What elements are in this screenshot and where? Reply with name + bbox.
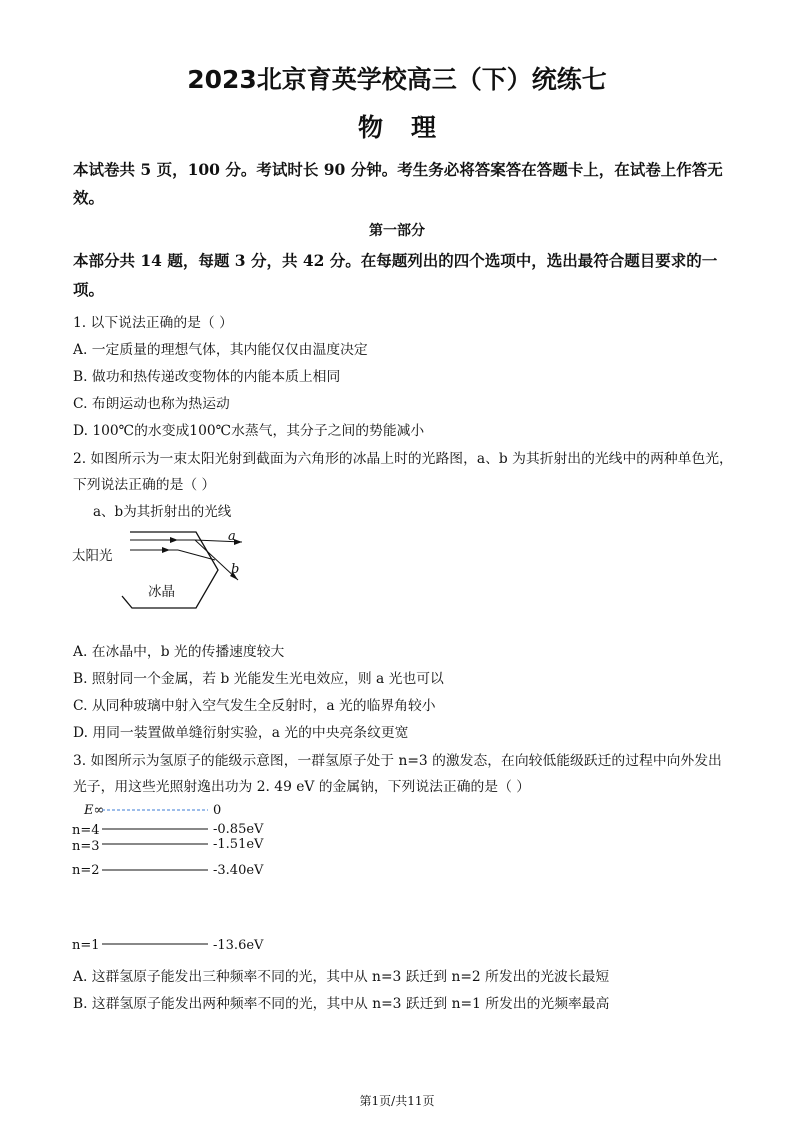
ray-a-label: a [228, 529, 236, 544]
q3-stem-line-1: 3. 如图所示为氢原子的能级示意图，一群氢原子处于 n=3 的激发态，在向较低能级跃迁的过程中向外发出 [73, 753, 722, 769]
level-label-4: n=4 [72, 823, 100, 838]
q2-figure-caption: a、b为其折射出的光线 [93, 504, 232, 520]
ray-b-label: b [231, 562, 240, 577]
q1-stem: 1. 以下说法正确的是（ ） [73, 315, 233, 331]
q1-option-b: B. 做功和热传递改变物体的内能本质上相同 [73, 369, 341, 385]
level-energy-2: -3.40eV [213, 863, 264, 878]
q2-option-a: A. 在冰晶中，b 光的传播速度较大 [73, 644, 285, 660]
level-energy-4: -0.85eV [213, 822, 264, 837]
subject-title: 物理 [357, 113, 464, 142]
level-label-2: n=2 [72, 863, 100, 878]
part-desc-line-2: 项。 [73, 280, 105, 299]
ice-crystal-figure [70, 520, 270, 632]
q1-option-a: A. 一定质量的理想气体，其内能仅仅由温度决定 [73, 342, 368, 358]
sunlight-label: 太阳光 [72, 548, 113, 564]
q3-option-b: B. 这群氢原子能发出两种频率不同的光，其中从 n=3 跃迁到 n=1 所发出的光频率最高 [73, 996, 610, 1012]
instructions-line-1: 本试卷共 5 页，100 分。考试时长 90 分钟。考生务必将答案答在答题卡上，在试卷上作答无 [73, 160, 723, 179]
q3-stem-line-2: 光子，用这些光照射逸出功为 2. 49 eV 的金属钠，下列说法正确的是（ ） [73, 779, 531, 795]
page-number: 第1页/共11页 [359, 1094, 435, 1108]
part-desc-line-1: 本部分共 14 题，每题 3 分，共 42 分。在每题列出的四个选项中，选出最符合题目要求的一 [73, 251, 718, 270]
q1-option-d: D. 100℃的水变成100℃水蒸气，其分子之间的势能减小 [73, 423, 425, 439]
level-label-1: n=1 [72, 938, 100, 953]
level-energy-1: -13.6eV [213, 938, 264, 953]
instructions-line-2: 效。 [73, 188, 105, 207]
q1-option-c: C. 布朗运动也称为热运动 [73, 396, 230, 412]
level-label-inf: E∞ [84, 803, 105, 818]
arrow-head-1 [170, 537, 178, 543]
part-heading: 第一部分 [369, 223, 425, 239]
q2-option-c: C. 从同种玻璃中射入空气发生全反射时，a 光的临界角较小 [73, 698, 436, 714]
q2-option-b: B. 照射同一个金属，若 b 光能发生光电效应，则 a 光也可以 [73, 671, 444, 687]
q2-option-d: D. 用同一装置做单缝衍射实验，a 光的中央亮条纹更宽 [73, 725, 409, 741]
q3-option-a: A. 这群氢原子能发出三种频率不同的光，其中从 n=3 跃迁到 n=2 所发出的光波长最短 [73, 969, 610, 985]
arrow-head-2 [162, 547, 170, 553]
energy-level-diagram [70, 798, 310, 956]
q2-stem-line-1: 2. 如图所示为一束太阳光射到截面为六角形的冰晶上时的光路图，a、b 为其折射出的光线中的两种单色光， [73, 451, 733, 467]
level-energy-inf: 0 [213, 803, 222, 818]
level-label-3: n=3 [72, 839, 100, 854]
q2-stem-line-2: 下列说法正确的是（ ） [73, 477, 216, 493]
ice-crystal-label: 冰晶 [148, 584, 175, 600]
exam-title: 2023北京育英学校高三（下）统练七 [187, 65, 607, 94]
level-energy-3: -1.51eV [213, 837, 264, 852]
